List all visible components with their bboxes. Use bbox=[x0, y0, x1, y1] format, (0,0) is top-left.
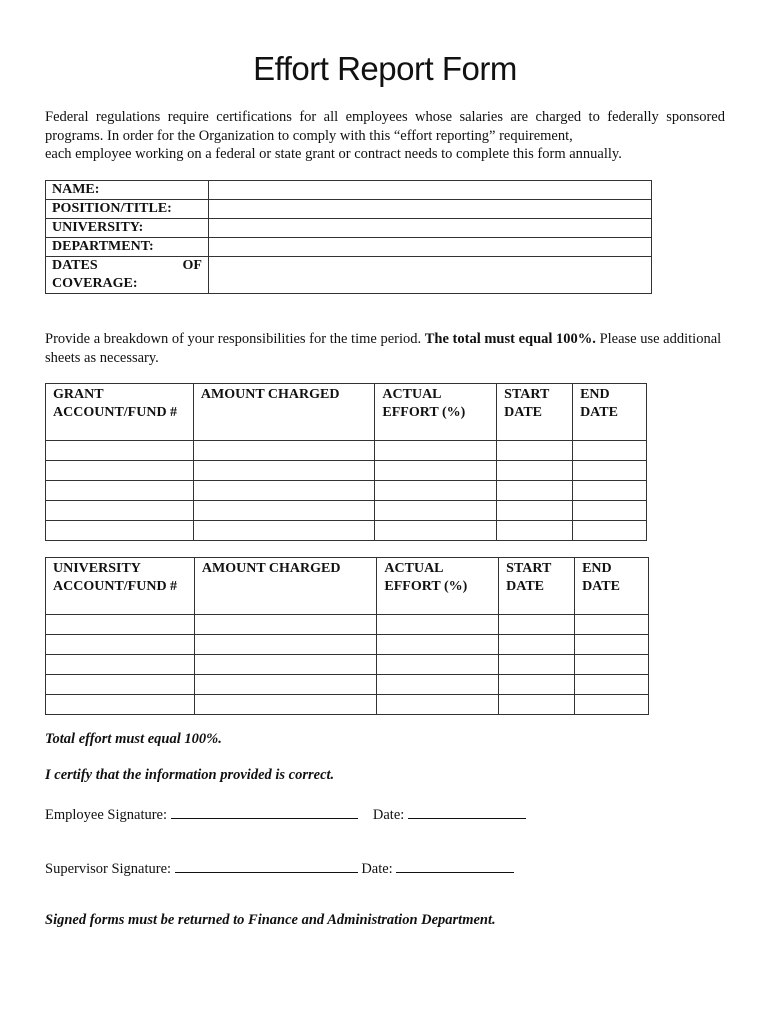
table-cell[interactable] bbox=[497, 481, 573, 501]
breakdown-instructions bbox=[45, 330, 725, 367]
supervisor-date-label: Date: bbox=[361, 861, 393, 877]
table-cell[interactable] bbox=[497, 441, 573, 461]
table-cell[interactable] bbox=[497, 521, 573, 541]
table-cell[interactable] bbox=[46, 655, 195, 675]
department-field[interactable] bbox=[209, 238, 652, 257]
supervisor-signature-row bbox=[45, 858, 514, 878]
of-word: OF bbox=[182, 258, 202, 273]
table-row bbox=[46, 675, 649, 695]
dates-word: DATES bbox=[52, 258, 98, 273]
breakdown-rest-text: Please use additional sheets as necessary. bbox=[45, 331, 722, 366]
grant-accounts-table bbox=[45, 383, 647, 541]
employee-info-table bbox=[45, 180, 652, 294]
table-cell[interactable] bbox=[194, 675, 377, 695]
table-cell[interactable] bbox=[193, 521, 375, 541]
table-cell[interactable] bbox=[375, 461, 497, 481]
grant-header-end: END DATE bbox=[573, 384, 647, 441]
name-label: NAME: bbox=[46, 181, 209, 200]
table-cell[interactable] bbox=[193, 501, 375, 521]
table-cell[interactable] bbox=[573, 481, 647, 501]
table-cell[interactable] bbox=[573, 441, 647, 461]
table-cell[interactable] bbox=[497, 501, 573, 521]
table-cell[interactable] bbox=[375, 521, 497, 541]
footer-note: Signed forms must be returned to Finance and Administration Department. bbox=[45, 912, 496, 928]
table-row bbox=[46, 615, 649, 635]
table-cell[interactable] bbox=[194, 655, 377, 675]
table-cell[interactable] bbox=[499, 635, 575, 655]
position-label: POSITION/TITLE: bbox=[46, 200, 209, 219]
table-cell[interactable] bbox=[193, 461, 375, 481]
table-cell[interactable] bbox=[193, 481, 375, 501]
table-cell[interactable] bbox=[497, 461, 573, 481]
university-header-account: UNIVERSITY ACCOUNT/FUND # bbox=[46, 558, 195, 615]
certify-note: I certify that the information provided is correct. bbox=[45, 767, 335, 783]
table-cell[interactable] bbox=[377, 615, 499, 635]
table-cell[interactable] bbox=[46, 461, 194, 481]
department-label: DEPARTMENT: bbox=[46, 238, 209, 257]
employee-signature-label: Employee Signature: bbox=[45, 807, 168, 823]
total-effort-note: Total effort must equal 100%. bbox=[45, 731, 222, 747]
breakdown-text: Provide a breakdown of your responsibilities for the time period. bbox=[45, 331, 425, 347]
table-cell[interactable] bbox=[194, 635, 377, 655]
supervisor-date-line[interactable] bbox=[396, 858, 514, 873]
intro-line-1: Federal regulations require certifications for all employees whose salaries are charged to federally sponsored programs. In order for the Organization to comply with this “effort reporting” requirement, bbox=[45, 109, 725, 144]
table-cell[interactable] bbox=[575, 675, 649, 695]
table-cell[interactable] bbox=[573, 461, 647, 481]
table-cell[interactable] bbox=[377, 655, 499, 675]
university-field[interactable] bbox=[209, 219, 652, 238]
table-cell[interactable] bbox=[377, 635, 499, 655]
position-field[interactable] bbox=[209, 200, 652, 219]
table-cell[interactable] bbox=[499, 655, 575, 675]
table-row bbox=[46, 501, 647, 521]
university-accounts-table bbox=[45, 557, 649, 715]
employee-signature-row bbox=[45, 804, 526, 824]
table-cell[interactable] bbox=[499, 695, 575, 715]
coverage-word: COVERAGE: bbox=[52, 276, 138, 291]
dates-of-coverage-label bbox=[46, 257, 209, 294]
employee-date-label: Date: bbox=[372, 807, 405, 823]
university-header-start: START DATE bbox=[499, 558, 575, 615]
table-row bbox=[46, 441, 647, 461]
university-header-amount: AMOUNT CHARGED bbox=[194, 558, 377, 615]
table-row bbox=[46, 481, 647, 501]
grant-header-start: START DATE bbox=[497, 384, 573, 441]
table-cell[interactable] bbox=[375, 481, 497, 501]
table-cell[interactable] bbox=[194, 615, 377, 635]
table-cell[interactable] bbox=[46, 441, 194, 461]
table-cell[interactable] bbox=[575, 615, 649, 635]
table-row bbox=[46, 521, 647, 541]
supervisor-signature-line[interactable] bbox=[175, 858, 358, 873]
table-cell[interactable] bbox=[499, 615, 575, 635]
table-cell[interactable] bbox=[46, 635, 195, 655]
table-cell[interactable] bbox=[46, 675, 195, 695]
grant-header-effort: ACTUAL EFFORT (%) bbox=[375, 384, 497, 441]
table-row bbox=[46, 635, 649, 655]
table-row bbox=[46, 655, 649, 675]
table-row bbox=[46, 695, 649, 715]
university-header-end: END DATE bbox=[575, 558, 649, 615]
intro-paragraph bbox=[45, 108, 725, 164]
intro-line-2: each employee working on a federal or state grant or contract needs to complete this form annually. bbox=[45, 146, 622, 162]
table-cell[interactable] bbox=[377, 695, 499, 715]
table-cell[interactable] bbox=[193, 441, 375, 461]
grant-header-account: GRANT ACCOUNT/FUND # bbox=[46, 384, 194, 441]
table-cell[interactable] bbox=[575, 695, 649, 715]
supervisor-signature-label: Supervisor Signature: bbox=[45, 861, 172, 877]
page-title: Effort Report Form bbox=[253, 50, 517, 87]
table-cell[interactable] bbox=[377, 675, 499, 695]
table-cell[interactable] bbox=[46, 501, 194, 521]
table-cell[interactable] bbox=[575, 655, 649, 675]
dates-of-coverage-field[interactable] bbox=[209, 257, 652, 294]
grant-header-amount: AMOUNT CHARGED bbox=[193, 384, 375, 441]
table-cell[interactable] bbox=[573, 521, 647, 541]
table-cell[interactable] bbox=[499, 675, 575, 695]
university-header-effort: ACTUAL EFFORT (%) bbox=[377, 558, 499, 615]
table-cell[interactable] bbox=[573, 501, 647, 521]
table-cell[interactable] bbox=[194, 695, 377, 715]
breakdown-bold-text: The total must equal 100%. bbox=[424, 331, 596, 347]
table-cell[interactable] bbox=[575, 635, 649, 655]
table-cell[interactable] bbox=[375, 441, 497, 461]
university-label: UNIVERSITY: bbox=[46, 219, 209, 238]
table-cell[interactable] bbox=[46, 695, 195, 715]
table-cell[interactable] bbox=[46, 615, 195, 635]
employee-signature-line[interactable] bbox=[171, 804, 358, 819]
table-cell[interactable] bbox=[46, 521, 194, 541]
table-cell[interactable] bbox=[46, 481, 194, 501]
employee-date-line[interactable] bbox=[408, 804, 526, 819]
table-row bbox=[46, 461, 647, 481]
table-cell[interactable] bbox=[375, 501, 497, 521]
name-field[interactable] bbox=[209, 181, 652, 200]
